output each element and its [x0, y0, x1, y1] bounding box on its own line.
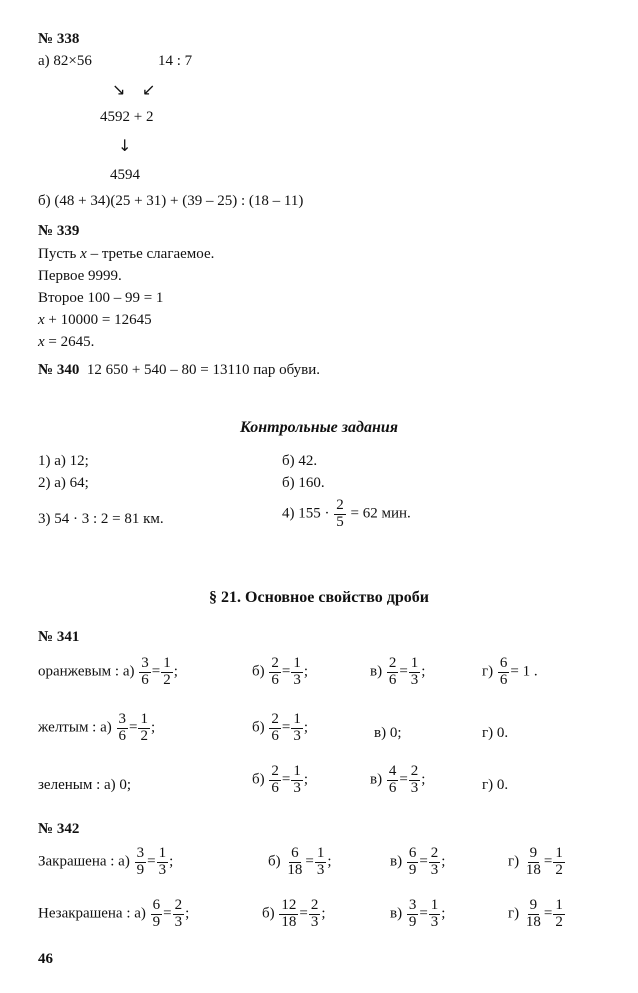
- item-label: б): [268, 853, 281, 870]
- fraction: [409, 764, 421, 797]
- problem-341-row-orange: оранжевым : а) $\frac{3}{6}$ = $\frac{1}{2}$ ;: [38, 655, 178, 688]
- fraction: [269, 656, 281, 689]
- problem-338-b-expression: б) (48 + 34)(25 + 31) + (39 – 25) : (18 – 11): [38, 193, 304, 209]
- fraction-denominator: 9: [136, 861, 145, 878]
- fraction: [309, 898, 321, 931]
- fraction-numerator: 6: [291, 845, 299, 861]
- fraction-denominator: 3: [174, 913, 183, 930]
- fraction: [117, 712, 129, 745]
- fraction-denominator: 3: [310, 913, 319, 930]
- fraction-numerator: 2: [271, 655, 279, 671]
- problem-339-line-4-text: + 10000 = 12645: [44, 312, 152, 328]
- fraction-numerator: 2: [430, 845, 439, 861]
- problem-342-row-unshaded-a: Незакрашена : а) $\frac{6}{9}$ = $\frac{2}{3}$ ;: [38, 897, 190, 930]
- item-label: г): [482, 663, 494, 680]
- fraction-numerator: 2: [336, 497, 344, 513]
- problem-339-line-3: Второе 100 – 99 = 1: [38, 290, 164, 306]
- problem-339-line-4: [38, 311, 152, 329]
- fraction: [524, 898, 543, 931]
- separator: ;: [185, 905, 190, 922]
- fraction-denominator: 3: [430, 861, 439, 878]
- fraction-numerator: 1: [430, 897, 439, 913]
- problem-342-row-shaded-b: б) $\frac{6}{18}$ = $\frac{1}{3}$ ;: [268, 845, 332, 878]
- fraction-denominator: 18: [525, 913, 541, 930]
- fraction-numerator: 1: [410, 655, 419, 671]
- fraction-numerator: 6: [408, 845, 417, 861]
- fraction: [334, 498, 346, 531]
- fraction-numerator: 2: [310, 897, 319, 913]
- fraction-denominator: 18: [287, 861, 303, 878]
- fraction-numerator: 9: [529, 845, 538, 861]
- problem-341-heading: № 341: [38, 629, 80, 645]
- fraction-numerator: 2: [271, 711, 279, 727]
- fraction-numerator: 1: [163, 655, 171, 671]
- problem-340: [38, 361, 320, 379]
- fraction-denominator: 6: [388, 671, 397, 688]
- variable-x: x: [38, 334, 45, 350]
- fraction: [387, 764, 399, 797]
- problem-338-a-product: а) 82×56: [38, 53, 92, 69]
- problem-339-line-1: [38, 245, 214, 263]
- problem-342-row-unshaded-b: б) $\frac{12}{18}$ = $\frac{2}{3}$ ;: [262, 897, 326, 930]
- control-tasks-title: Контрольные задания: [240, 419, 398, 436]
- fraction: [157, 846, 169, 879]
- fraction-numerator: 6: [499, 655, 508, 671]
- problem-338-heading: № 338: [38, 31, 80, 47]
- item-label: г): [508, 853, 520, 870]
- control-row-3-right-text-a: 4) 155 ·: [282, 505, 330, 522]
- fraction-denominator: 3: [158, 861, 167, 878]
- fraction: [173, 898, 185, 931]
- problem-342-row-unshaded-d: г) $\frac{9}{18}$ = $\frac{1}{2}$: [508, 897, 563, 930]
- fraction-numerator: 1: [316, 845, 325, 861]
- fraction-numerator: 3: [141, 655, 149, 671]
- fraction-numerator: 1: [555, 845, 563, 861]
- problem-339-line-2: Первое 9999.: [38, 268, 122, 284]
- row-label: оранжевым : а): [38, 663, 135, 680]
- fraction-denominator: 2: [555, 913, 563, 930]
- arrow-down-left-icon: ↙: [142, 80, 156, 99]
- separator: ;: [441, 905, 446, 922]
- fraction-numerator: 1: [555, 897, 563, 913]
- item-label: б): [262, 905, 275, 922]
- separator: ;: [303, 663, 309, 680]
- item-label: в): [390, 853, 403, 870]
- separator: ;: [321, 905, 326, 922]
- fraction-numerator: 2: [388, 655, 397, 671]
- problem-338-result: 4594: [110, 167, 140, 183]
- fraction-denominator: 3: [410, 779, 419, 796]
- control-row-3-right-text-b: = 62 мин.: [350, 505, 411, 522]
- problem-340-heading: № 340: [38, 362, 80, 378]
- fraction-denominator: 3: [293, 671, 301, 688]
- fraction: [315, 846, 327, 879]
- fraction: [138, 712, 150, 745]
- item-label: в): [370, 663, 383, 680]
- fraction-denominator: 2: [140, 727, 148, 744]
- fraction-numerator: 2: [174, 897, 183, 913]
- fraction-numerator: 1: [158, 845, 167, 861]
- fraction-denominator: 3: [410, 671, 419, 688]
- fraction-numerator: 4: [388, 763, 397, 779]
- item-label: в): [370, 771, 383, 788]
- equation-rest: = 1 .: [510, 663, 538, 680]
- control-row-3-right: [282, 498, 411, 531]
- separator: ;: [303, 771, 309, 788]
- fraction: [291, 656, 303, 689]
- fraction: [498, 656, 510, 689]
- fraction-numerator: 2: [271, 763, 279, 779]
- variable-x: x: [80, 246, 87, 262]
- item-label: б): [252, 719, 265, 736]
- fraction-denominator: 18: [281, 913, 297, 930]
- item-label: в): [390, 905, 403, 922]
- row-label: желтым : а): [38, 719, 112, 736]
- fraction-denominator: 18: [525, 861, 541, 878]
- fraction: [269, 712, 281, 745]
- fraction-denominator: 6: [271, 779, 279, 796]
- separator: ;: [169, 853, 174, 870]
- item-label: б): [252, 771, 265, 788]
- item-label: г): [508, 905, 520, 922]
- fraction-denominator: 3: [293, 727, 301, 744]
- section-title: § 21. Основное свойство дроби: [209, 589, 429, 606]
- fraction: [291, 712, 303, 745]
- problem-338-sum: 4592 + 2: [100, 109, 154, 125]
- separator: ;: [173, 663, 178, 680]
- fraction-denominator: 6: [271, 727, 279, 744]
- fraction: [407, 898, 419, 931]
- problem-340-text: 12 650 + 540 – 80 = 13110 пар обуви.: [86, 362, 321, 378]
- fraction: [279, 898, 298, 931]
- problem-342-row-shaded-a: Закрашена : а) $\frac{3}{9}$ = $\frac{1}{3}$ ;: [38, 845, 174, 878]
- problem-341-row-yellow-b: б) $\frac{2}{6}$ = $\frac{1}{3}$ ;: [252, 711, 309, 744]
- fraction-numerator: 3: [136, 845, 145, 861]
- fraction: [135, 846, 147, 879]
- fraction: [285, 846, 304, 879]
- separator: ;: [150, 719, 156, 736]
- problem-341-row-green-b: б) $\frac{2}{6}$ = $\frac{1}{3}$ ;: [252, 763, 309, 796]
- fraction: [409, 656, 421, 689]
- problem-339-line-5: [38, 333, 94, 351]
- separator: ;: [303, 719, 309, 736]
- separator: ;: [441, 853, 446, 870]
- problem-339-line-1-text-b: – третье слагаемое.: [86, 246, 215, 262]
- problem-342-row-shaded-c: в) $\frac{6}{9}$ = $\frac{2}{3}$ ;: [390, 845, 446, 878]
- problem-341-row-yellow-c: в) 0;: [374, 725, 402, 741]
- fraction-denominator: 6: [499, 671, 508, 688]
- problem-342-heading: № 342: [38, 821, 80, 837]
- problem-341-row-green-d: г) 0.: [482, 777, 509, 793]
- separator: ;: [421, 771, 426, 788]
- fraction: [524, 846, 543, 879]
- fraction: [553, 846, 565, 879]
- problem-342-row-shaded-d: г) $\frac{9}{18}$ = $\frac{1}{2}$: [508, 845, 563, 878]
- fraction-denominator: 6: [271, 671, 279, 688]
- control-row-2-left: 2) а) 64;: [38, 475, 89, 491]
- fraction-numerator: 12: [281, 897, 297, 913]
- fraction: [387, 656, 399, 689]
- fraction: [553, 898, 565, 931]
- item-label: б): [252, 663, 265, 680]
- variable-x: x: [38, 312, 45, 328]
- fraction-numerator: 1: [293, 763, 301, 779]
- fraction-denominator: 3: [316, 861, 325, 878]
- fraction-numerator: 1: [140, 711, 148, 727]
- separator: ;: [327, 853, 332, 870]
- page-number: 46: [38, 951, 53, 967]
- problem-341-row-green-c: в) $\frac{4}{6}$ = $\frac{2}{3}$ ;: [370, 763, 426, 796]
- fraction-denominator: 3: [293, 779, 301, 796]
- problem-339-heading: № 339: [38, 223, 80, 239]
- problem-341-row-yellow: желтым : а) $\frac{3}{6}$ = $\frac{1}{2}$ ;: [38, 711, 156, 744]
- fraction-numerator: 3: [408, 897, 417, 913]
- control-row-2-right: б) 160.: [282, 475, 325, 491]
- problem-338-a-quotient: 14 : 7: [158, 53, 193, 69]
- fraction-numerator: 1: [293, 655, 301, 671]
- fraction: [139, 656, 151, 689]
- fraction: [429, 898, 441, 931]
- fraction: [407, 846, 419, 879]
- arrow-down-icon: ↓: [118, 136, 132, 155]
- row-label: Незакрашена : а): [38, 905, 146, 922]
- fraction-denominator: 3: [430, 913, 439, 930]
- fraction-denominator: 9: [408, 913, 417, 930]
- problem-342-row-unshaded-c: в) $\frac{3}{9}$ = $\frac{1}{3}$ ;: [390, 897, 446, 930]
- problem-339-line-5-text: = 2645.: [44, 334, 95, 350]
- fraction-numerator: 9: [529, 897, 538, 913]
- control-row-3-left: 3) 54 · 3 : 2 = 81 км.: [38, 511, 164, 527]
- fraction-numerator: 6: [152, 897, 161, 913]
- problem-341-row-yellow-d: г) 0.: [482, 725, 509, 741]
- problem-341-row-orange-d: [482, 656, 538, 689]
- control-row-1-right: б) 42.: [282, 453, 318, 469]
- fraction-denominator: 9: [152, 913, 161, 930]
- problem-341-row-green-a: зеленым : а) 0;: [38, 777, 132, 793]
- fraction: [269, 764, 281, 797]
- fraction-denominator: 6: [141, 671, 149, 688]
- fraction-denominator: 2: [163, 671, 171, 688]
- arrow-down-right-icon: ↘: [112, 80, 126, 99]
- problem-339-line-1-text-a: Пусть: [38, 246, 81, 262]
- fraction-denominator: 6: [118, 727, 127, 744]
- fraction-denominator: 6: [388, 779, 397, 796]
- fraction-numerator: 2: [410, 763, 419, 779]
- problem-341-row-orange-b: б) $\frac{2}{6}$ = $\frac{1}{3}$ ;: [252, 655, 309, 688]
- row-label: Закрашена : а): [38, 853, 130, 870]
- fraction: [161, 656, 173, 689]
- fraction: [429, 846, 441, 879]
- fraction-numerator: 3: [118, 711, 127, 727]
- fraction-numerator: 1: [293, 711, 301, 727]
- fraction-denominator: 5: [336, 513, 344, 530]
- fraction-denominator: 9: [408, 861, 417, 878]
- fraction: [291, 764, 303, 797]
- problem-341-row-orange-c: в) $\frac{2}{6}$ = $\frac{1}{3}$ ;: [370, 655, 426, 688]
- fraction: [151, 898, 163, 931]
- separator: ;: [421, 663, 426, 680]
- control-row-1-left: 1) а) 12;: [38, 453, 89, 469]
- fraction-denominator: 2: [555, 861, 563, 878]
